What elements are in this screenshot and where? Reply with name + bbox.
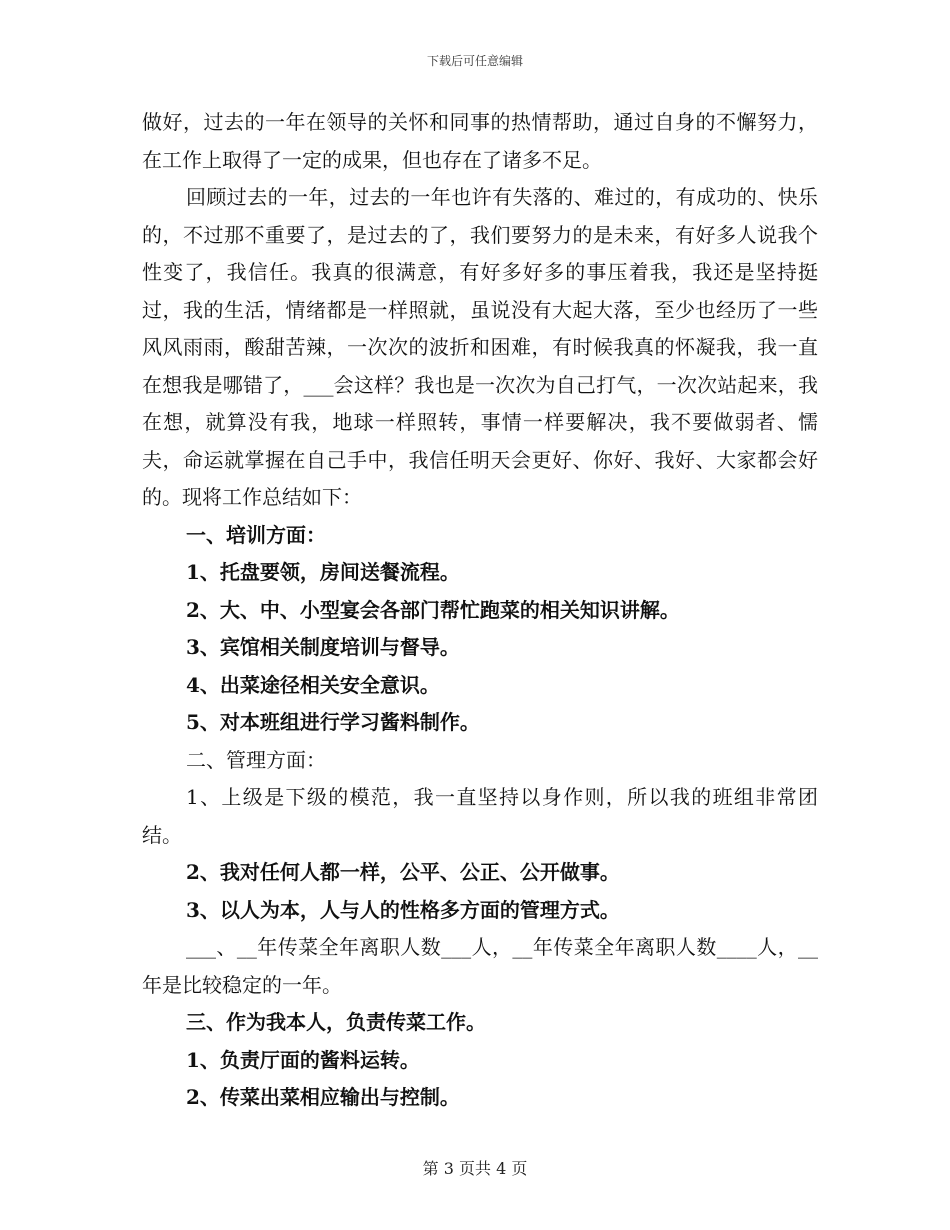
training-item-1: 1、托盘要领，房间送餐流程。: [186, 560, 460, 584]
paragraph-intro: 做好，过去的一年在领导的关怀和同事的热情帮助，通过自身的不懈努力，在工作上取得了一定的成果，但也存在了诸多不足。: [142, 110, 818, 172]
training-item-2: 2、大、中、小型宴会各部门帮忙跑菜的相关知识讲解。: [186, 597, 680, 622]
paragraph-review: 回顾过去的一年，过去的一年也许有失落的、难过的，有成功的、快乐的，不过那不重要了，是过去的了，我们要努力的是未来，有好多人说我个性变了，我信任。我真的很满意，有好多好多的事压着我，我还是坚持挺过，我的生活，情绪都是一样照就，虽说没有大起大落，至少也经历了一些风风雨雨，酸甜苦辣，一次次的波折和困难，有时候我真的怀凝我，我一直在想我是哪错了，___会这样？我也是一次次为自己打气，一次次站起来，我在想，就算没有我，地球一样照转，事情一样要解决，我不要做弱者、懦夫，命运就掌握在自己手中，我信任明天会更好、你好、我好、大家都会好的。现将工作总结如下：: [142, 185, 818, 509]
page-number: 第 3 页共 4 页: [422, 1159, 528, 1178]
management-item-2: 2、我对任何人都一样，公平、公正、公开做事。: [186, 860, 620, 884]
document-body: [142, 104, 818, 1117]
training-item-5: 5、对本班组进行学习酱料制作。: [186, 710, 480, 734]
duties-item-2: 2、传菜出菜相应输出与控制。: [186, 1085, 460, 1109]
section-training-title: 一、培训方面：: [186, 522, 326, 547]
management-item-3: 3、以人为本，人与人的性格多方面的管理方式。: [186, 897, 620, 922]
header-note: 下载后可任意编辑: [426, 54, 523, 68]
duties-item-1: 1、负责厅面的酱料运转。: [186, 1047, 420, 1072]
section-management-title: 二、管理方面：: [186, 747, 326, 772]
section-duties-title: 三、作为我本人，负责传菜工作。: [186, 1010, 486, 1034]
training-item-4: 4、出菜途径相关安全意识。: [186, 672, 440, 697]
training-item-3: 3、宾馆相关制度培训与督导。: [186, 635, 460, 659]
management-item-1: 1、上级是下级的模范，我一直坚持以身作则，所以我的班组非常团结。: [142, 785, 818, 847]
management-stats: ___、__年传菜全年离职人数___人，__年传菜全年离职人数____人，__年是比较稳定的一年。: [142, 935, 818, 997]
